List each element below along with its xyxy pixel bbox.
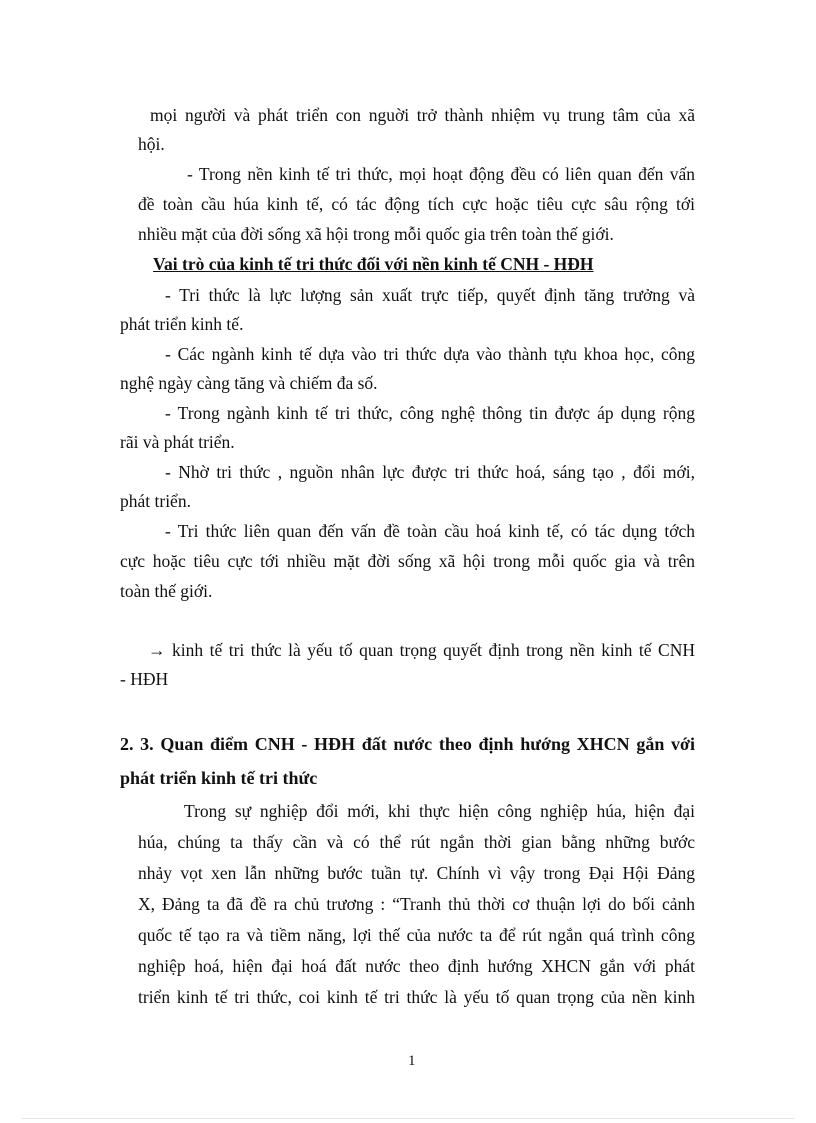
paragraph-line: húa, chúng ta thấy cần và có thể rút ngắn thời gian bằng những bước — [138, 832, 695, 852]
page-divider — [22, 1118, 794, 1119]
list-item: phát triển kinh tế. — [120, 314, 244, 334]
list-item: rãi và phát triển. — [120, 432, 235, 452]
paragraph-line: đề toàn cầu húa kinh tế, có tác động tích cực hoặc tiêu cực sâu rộng tới — [138, 194, 695, 214]
list-item: nghệ ngày càng tăng và chiếm đa số. — [120, 373, 378, 393]
list-item: - Tri thức là lực lượng sản xuất trực tiếp, quyết định tăng trưởng và — [165, 285, 695, 305]
list-item: cực hoặc tiêu cực tới nhiều mặt đời sống xã hội trong mỗi quốc gia và trên — [120, 551, 695, 571]
paragraph-line: hội. — [138, 134, 165, 154]
section-title: 2. 3. Quan điểm CNH - HĐH đất nước theo định hướng XHCN gắn với — [120, 734, 695, 754]
paragraph-line: nghiệp hoá, hiện đại hoá đất nước theo định hướng XHCN gắn với phát — [138, 956, 695, 976]
paragraph-line: - Trong nền kinh tế tri thức, mọi hoạt động đều có liên quan đến vấn — [187, 164, 695, 184]
page-number: 1 — [408, 1053, 416, 1069]
list-item: phát triển. — [120, 491, 191, 511]
list-item: - Tri thức liên quan đến vấn đề toàn cầu hoá kinh tế, có tác dụng tớch — [165, 521, 695, 541]
paragraph-line: quốc tế tạo ra và tiềm năng, lợi thế của nước ta để rút ngắn quá trình công — [138, 925, 695, 945]
list-item: - Trong ngành kinh tế tri thức, công nghệ thông tin được áp dụng rộng — [165, 403, 695, 423]
paragraph-line: mọi người và phát triển con nguời trở thành nhiệm vụ trung tâm của xã — [150, 105, 695, 125]
paragraph-line: triển kinh tế tri thức, coi kinh tế tri thức là yếu tố quan trọng của nền kinh — [138, 987, 695, 1007]
paragraph-line: Trong sự nghiệp đổi mới, khi thực hiện công nghiệp húa, hiện đại — [184, 801, 695, 821]
paragraph-line: X, Đảng ta đã đề ra chủ trương : “Tranh thủ thời cơ thuận lợi do bối cảnh — [138, 894, 695, 914]
conclusion-line: → kinh tế tri thức là yếu tố quan trọng quyết định trong nền kinh tế CNH — [148, 640, 695, 660]
conclusion-line: - HĐH — [120, 669, 169, 689]
list-item: toàn thế giới. — [120, 581, 213, 601]
section-title: phát triển kinh tế tri thức — [120, 768, 318, 788]
paragraph-line: nhiều mặt của đời sống xã hội trong mỗi quốc gia trên toàn thế giới. — [138, 224, 614, 244]
section-heading: Vai trò của kinh tế tri thức đối với nền kinh tế CNH - HĐH — [153, 254, 594, 274]
paragraph-line: nhảy vọt xen lẫn những bước tuần tự. Chính vì vậy trong Đại Hội Đảng — [138, 863, 695, 883]
list-item: - Nhờ tri thức , nguồn nhân lực được tri thức hoá, sáng tạo , đổi mới, — [165, 462, 695, 482]
list-item: - Các ngành kinh tế dựa vào tri thức dựa vào thành tựu khoa học, công — [165, 344, 695, 364]
